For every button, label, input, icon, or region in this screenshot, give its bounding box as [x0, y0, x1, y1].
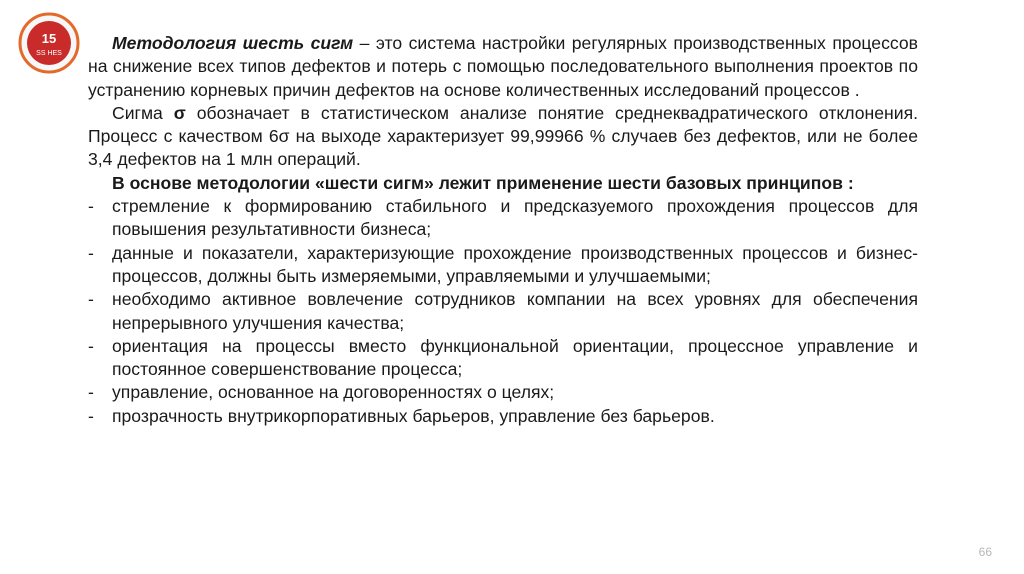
sigma-symbol: σ [173, 102, 186, 123]
method-name: Методология шесть сигм [112, 33, 354, 53]
logo-sub: SS HES [36, 50, 62, 57]
principles-heading: В основе методологии «шести сигм» лежит применение шести базовых принципов : [112, 172, 854, 193]
logo-number: 15 [41, 31, 57, 46]
definition-paragraph [88, 32, 918, 102]
dash-bullet: - [88, 382, 94, 403]
list-item: - прозрачность внутрикорпоративных барьеров, управление без барьеров. [88, 405, 918, 428]
list-item: - данные и показатели, характеризующие прохождение производственных процессов и бизнес-процессов, должны быть измеряемыми, управляемыми и улучшаемыми; [88, 242, 918, 286]
dash-bullet: - [88, 242, 94, 263]
dash-bullet: - [88, 335, 94, 356]
dash-bullet: - [88, 405, 94, 426]
list-item: - ориентация на процессы вместо функциональной ориентации, процессное управление и постоянное совершенствование процесса; [88, 335, 918, 380]
logo-badge [14, 10, 84, 76]
dash-bullet: - [88, 196, 94, 217]
principles-list [88, 195, 918, 428]
list-item: - стремление к формированию стабильного и предсказуемого прохождения процессов для повышения результативности бизнеса; [88, 196, 918, 240]
list-item: - необходимо активное вовлечение сотрудников компании на всех уровнях для обеспечения непрерывного улучшения качества; [88, 289, 918, 333]
list-item: - управление, основанное на договоренностях о целях; [88, 381, 918, 404]
page-number: 66 [978, 545, 992, 559]
slide-content [88, 32, 918, 428]
dash-bullet: - [88, 289, 94, 310]
sigma-paragraph: Сигма σ обозначает в статистическом анализе понятие среднеквадратического отклонения. Процесс с качеством 6σ на выходе характеризует 99,99966 % случаев без дефектов, или не более 3,4 дефектов на 1 млн операций. [88, 102, 918, 170]
definition-text: – это система настройки регулярных производственных процессов на снижение всех типов дефектов и потерь с помощью последовательного выполнения проектов по устранению корневых причин дефектов на основе количественных исследований процессов . [88, 33, 918, 100]
